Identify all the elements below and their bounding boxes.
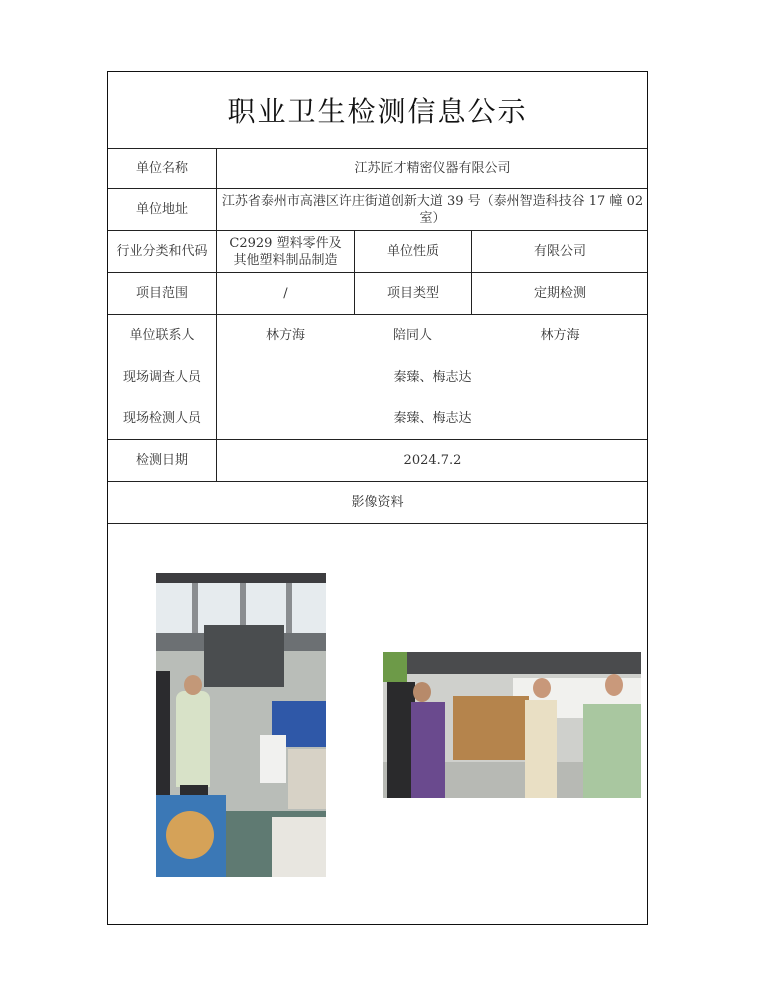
address-value: 江苏省泰州市高港区许庄街道创新大道 39 号（泰州智造科技谷 17 幢 02 室）: [221, 193, 644, 226]
industry-value: C2929 塑料零件及其他塑料制品制造: [229, 235, 342, 268]
row-contact: [108, 315, 647, 356]
testing-staff-value: 秦臻、梅志达: [393, 411, 472, 426]
row-unit-name: [108, 148, 647, 189]
row-industry: [108, 231, 647, 273]
row-project: [108, 273, 647, 315]
row-survey-staff: [108, 356, 647, 398]
unit-name-value: 江苏匠才精密仪器有限公司: [354, 160, 511, 176]
notice-document: [107, 71, 648, 925]
project-scope-label: 项目范围: [135, 286, 188, 301]
row-testing-staff: [108, 398, 647, 440]
row-test-date: [108, 440, 647, 482]
project-type-value: 定期检测: [533, 286, 586, 301]
site-photo-workshop: [156, 573, 326, 877]
row-media-heading: [108, 482, 647, 524]
test-date-value: 2024.7.2: [403, 453, 462, 468]
survey-staff-value: 秦臻、梅志达: [393, 369, 472, 385]
survey-staff-label: 现场调查人员: [122, 369, 201, 385]
page-title: 职业卫生检测信息公示: [108, 72, 647, 149]
contact-label: 单位联系人: [129, 328, 195, 343]
unit-name-label: 单位名称: [135, 160, 188, 176]
test-date-label: 检测日期: [135, 453, 188, 468]
unit-type-label: 单位性质: [386, 244, 439, 259]
accompany-value: 林方海: [540, 328, 580, 343]
accompany-label: 陪同人: [393, 328, 433, 343]
row-address: [108, 189, 647, 231]
site-photo-staff: [383, 652, 641, 798]
address-label: 单位地址: [135, 202, 188, 217]
media-heading: 影像资料: [351, 495, 404, 510]
testing-staff-label: 现场检测人员: [122, 411, 201, 426]
industry-label: 行业分类和代码: [116, 244, 208, 259]
unit-type-value: 有限公司: [533, 244, 586, 259]
project-type-label: 项目类型: [386, 286, 439, 301]
contact-value: 林方海: [265, 328, 305, 343]
project-scope-value: /: [283, 286, 288, 301]
